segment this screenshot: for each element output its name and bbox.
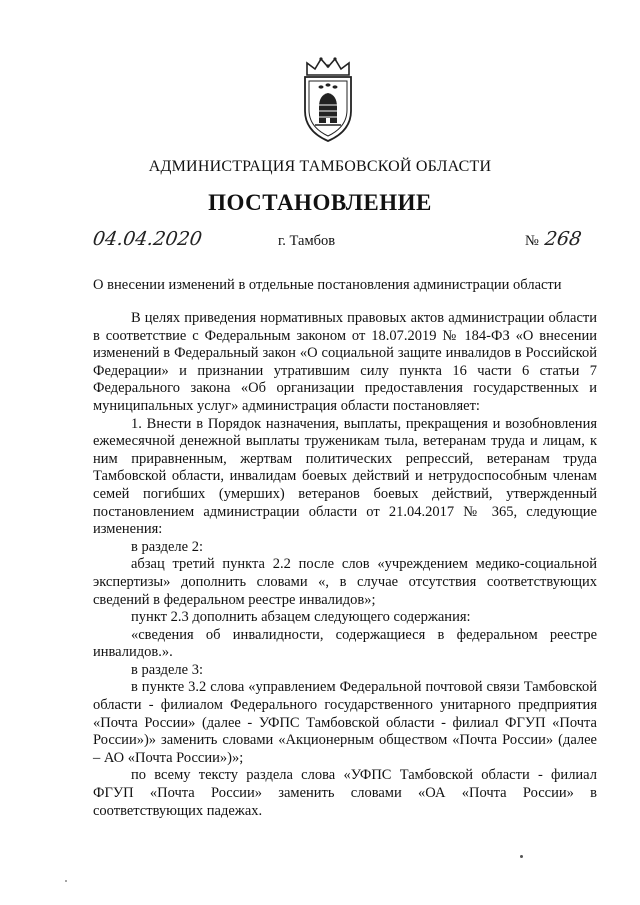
paragraph: абзац третий пункта 2.2 после слов «учреждением медико-социальной экспертизы» дополнить словами «, в случае отсутствия соответствующих сведений в федеральном реестре инвалидов»; bbox=[93, 556, 597, 608]
scan-speck bbox=[65, 880, 67, 882]
document-type: ПОСТАНОВЛЕНИЕ bbox=[208, 190, 432, 215]
authority-name: АДМИНИСТРАЦИЯ ТАМБОВСКОЙ ОБЛАСТИ bbox=[148, 158, 492, 175]
document-subject: О внесении изменений в отдельные постановления администрации области bbox=[93, 277, 562, 293]
coat-of-arms-icon bbox=[293, 55, 363, 145]
paragraph: в разделе 2: bbox=[131, 538, 204, 555]
paragraph: пункт 2.3 дополнить абзацем следующего содержания: bbox=[131, 609, 471, 626]
paragraph-preamble: В целях приведения нормативных правовых актов администрации области в соответствие с Федеральным законом от 18.07.2019 № 184-ФЗ «О внесении изменений в Федеральный закон «О социальной защите инвалидов в Российской Федерации» и признании утратившим силу пункта 16 части 6 статьи 7 Федерального закона «Об организации предоставления государственных и муниципальных услуг» администрация области постановляет: bbox=[93, 310, 597, 414]
document-body bbox=[93, 310, 597, 820]
paragraph: в пункте 3.2 слова «управлением Федеральной почтовой связи Тамбовской области - филиалом Федерального государственного унитарного предприятия «Почта России» (далее - УФПС Тамбовской области - филиал ФГУП «Почта России»)» заменить словами «Акционерным обществом «Почта России» (далее – АО «Почта России»)»; bbox=[93, 679, 597, 766]
paragraph: в разделе 3: bbox=[131, 661, 204, 678]
paragraph: по всему тексту раздела слова «УФПС Тамбовской области - филиал ФГУП «Почта России» заменить словами «ОА «Почта России» в соответствующих падежах. bbox=[93, 767, 597, 819]
paragraph-item-1: 1. Внести в Порядок назначения, выплаты, прекращения и возобновления ежемесячной денежной выплаты труженикам тыла, ветеранам труда и лицам, к ним приравненным, жертвам политических репрессий, ветеранам труда Тамбовской области, инвалидам боевых действий и нетрудоспособным членам семей погибших (умерших) ветеранов боевых действий, утвержденный постановлением администрации области от 21.04.2017 № 365, следующие изменения: bbox=[93, 415, 597, 538]
paragraph: «сведения об инвалидности, содержащиеся в федеральном реестре инвалидов.». bbox=[93, 626, 597, 661]
document-date: 04.04.2020 bbox=[91, 228, 204, 250]
number-label: № bbox=[525, 233, 539, 249]
document-city: г. Тамбов bbox=[278, 233, 336, 249]
document-number: 268 bbox=[543, 228, 583, 250]
scan-speck bbox=[520, 855, 523, 858]
